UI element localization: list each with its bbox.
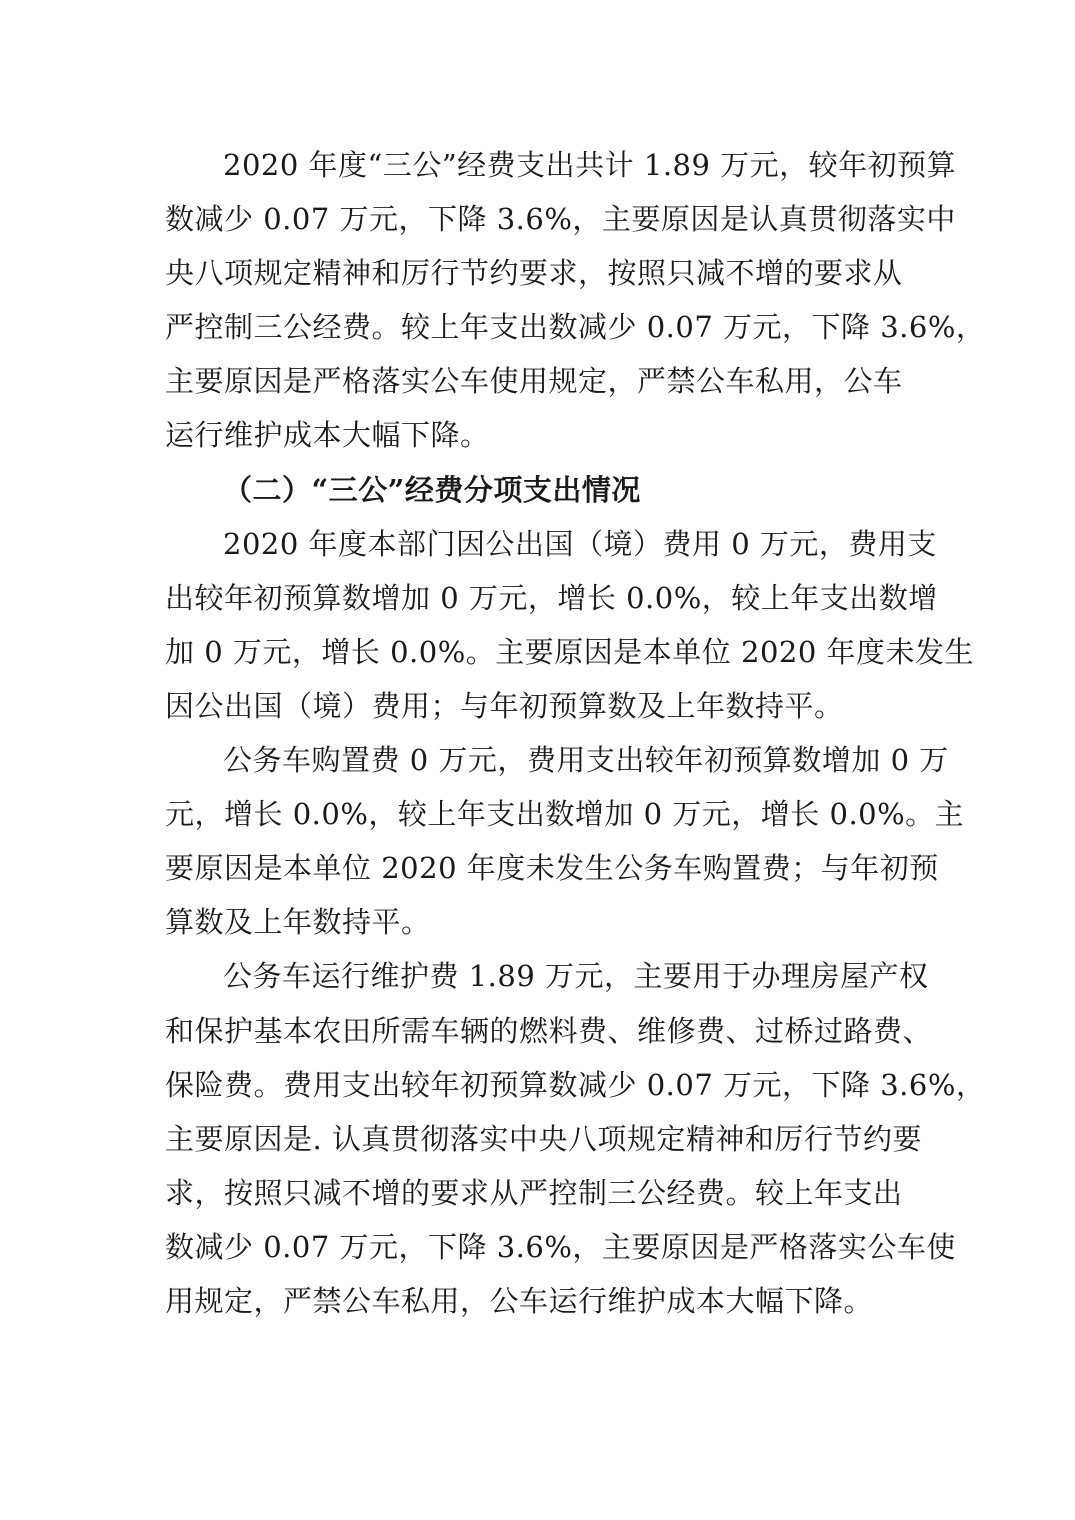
paragraph-vehicle-maintenance — [165, 949, 986, 1328]
text-line: 求，按照只减不增的要求从严控制三公经费。较上年支出 — [165, 1175, 903, 1210]
document-body — [165, 138, 986, 1328]
text-line: 要原因是本单位 2020 年度未发生公务车购置费；与年初预 — [165, 851, 939, 886]
text-line: 主要原因是. 认真贯彻落实中央八项规定精神和厉行节约要 — [165, 1121, 922, 1156]
text-line: 保险费。费用支出较年初预算数减少 0.07 万元，下降 3.6%， — [165, 1067, 986, 1102]
text-line: 2020 年度本部门因公出国（境）费用 0 万元，费用支 — [223, 526, 937, 561]
text-line: 运行维护成本大幅下降。 — [165, 418, 490, 453]
text-line: 和保护基本农田所需车辆的燃料费、维修费、过桥过路费、 — [165, 1013, 933, 1048]
text-line: 出较年初预算数增加 0 万元，增长 0.0%，较上年支出数增 — [165, 580, 938, 615]
text-line: 数减少 0.07 万元，下降 3.6%，主要原因是认真贯彻落实中 — [165, 202, 956, 237]
text-line: 2020 年度“三公”经费支出共计 1.89 万元，较年初预算 — [223, 148, 957, 182]
text-line: 公务车购置费 0 万元，费用支出较年初预算数增加 0 万 — [223, 743, 949, 778]
text-line: 用规定，严禁公车私用，公车运行维护成本大幅下降。 — [165, 1283, 874, 1318]
text-line: 元，增长 0.0%，较上年支出数增加 0 万元，增长 0.0%。主 — [165, 797, 965, 832]
text-line: 公务车运行维护费 1.89 万元，主要用于办理房屋产权 — [223, 959, 929, 994]
text-line: 数减少 0.07 万元，下降 3.6%，主要原因是严格落实公车使 — [165, 1229, 956, 1264]
paragraph-total-expenditure — [165, 138, 986, 463]
text-line: 算数及上年数持平。 — [165, 905, 431, 940]
section-heading — [165, 463, 925, 517]
section-heading-text: （二）“三公”经费分项支出情况 — [223, 472, 641, 507]
paragraph-vehicle-purchase — [165, 733, 965, 949]
text-line: 严控制三公经费。较上年支出数减少 0.07 万元，下降 3.6%， — [165, 310, 986, 345]
text-line: 加 0 万元，增长 0.0%。主要原因是本单位 2020 年度未发生 — [165, 634, 975, 669]
text-line: 因公出国（境）费用；与年初预算数及上年数持平。 — [165, 688, 844, 723]
text-line: 央八项规定精神和厉行节约要求，按照只减不增的要求从 — [165, 256, 903, 291]
text-line: 主要原因是严格落实公车使用规定，严禁公车私用，公车 — [165, 364, 903, 399]
paragraph-overseas-travel — [165, 517, 975, 733]
